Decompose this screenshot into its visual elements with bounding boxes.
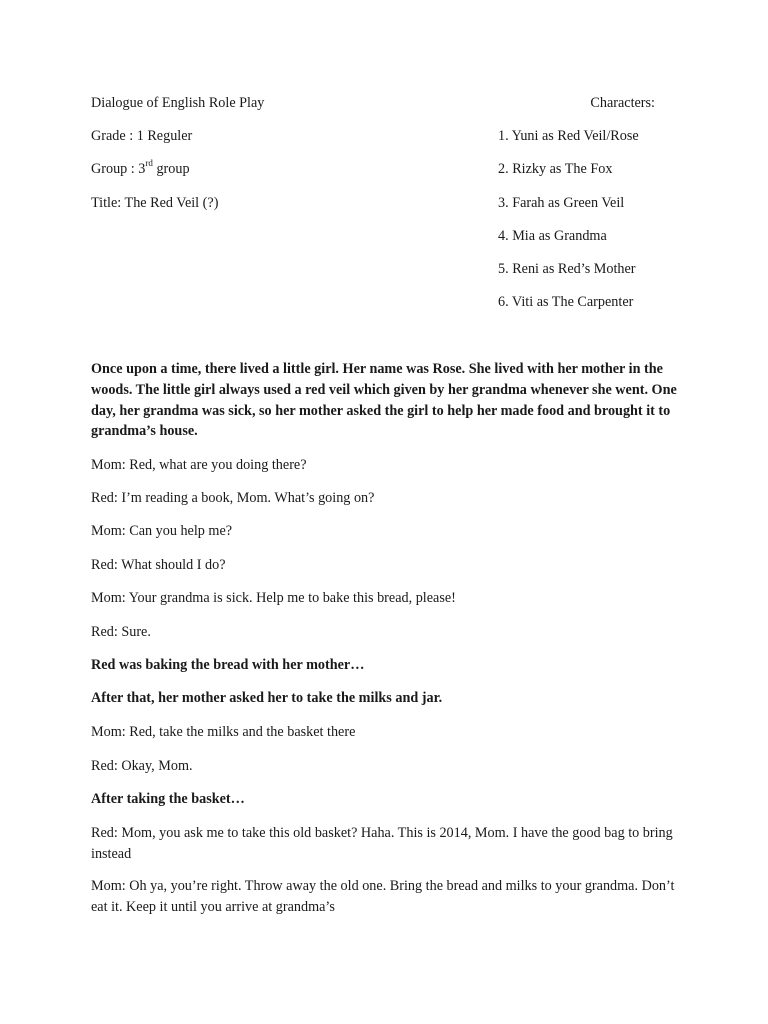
narration-paragraph: Once upon a time, there lived a little girl. Her name was Rose. She lived with her mother in the woods. The little girl always used a red veil which given by her grandma whenever she went. One day, her grandma was sick, so her mother asked the girl to help her made food and brought it to grandma’s house. [91, 361, 677, 440]
dialogue-paragraph: Mom: Oh ya, you’re right. Throw away the old one. Bring the bread and milks to your grandma. Don’t eat it. Keep it until you arrive at grandma’s [91, 878, 675, 915]
character-item: 3. Farah as Green Veil [498, 195, 625, 211]
dialogue-line: Red: What should I do? [91, 557, 226, 573]
dialogue-line: Red: Sure. [91, 624, 151, 640]
narration-paragraph: After taking the basket… [91, 791, 245, 807]
group-suffix: group [152, 161, 190, 177]
character-item: 1. Yuni as Red Veil/Rose [498, 128, 639, 144]
group-prefix: Group : 3 [91, 161, 146, 177]
character-item: 2. Rizky as The Fox [498, 161, 613, 177]
characters-heading: Characters: [590, 95, 655, 111]
narration-paragraph: After that, her mother asked her to take the milks and jar. [91, 690, 443, 706]
story-title-line: Title: The Red Veil (?) [91, 195, 219, 211]
dialogue-line: Mom: Red, take the milks and the basket there [91, 724, 356, 740]
dialogue-line: Mom: Your grandma is sick. Help me to bake this bread, please! [91, 590, 456, 606]
dialogue-line: Red: I’m reading a book, Mom. What’s going on? [91, 490, 375, 506]
character-item: 4. Mia as Grandma [498, 228, 607, 244]
document-title: Dialogue of English Role Play [91, 95, 265, 111]
grade-line: Grade : 1 Reguler [91, 128, 193, 144]
dialogue-line: Mom: Red, what are you doing there? [91, 457, 307, 473]
dialogue-line: Mom: Can you help me? [91, 523, 233, 539]
character-item: 5. Reni as Red’s Mother [498, 261, 636, 277]
character-item: 6. Viti as The Carpenter [498, 294, 634, 310]
group-line [91, 160, 190, 178]
dialogue-line: Red: Okay, Mom. [91, 758, 193, 774]
group-superscript: rd [145, 158, 153, 169]
dialogue-paragraph: Red: Mom, you ask me to take this old basket? Haha. This is 2014, Mom. I have the good bag to bring instead [91, 825, 673, 862]
narration-paragraph: Red was baking the bread with her mother… [91, 657, 365, 673]
